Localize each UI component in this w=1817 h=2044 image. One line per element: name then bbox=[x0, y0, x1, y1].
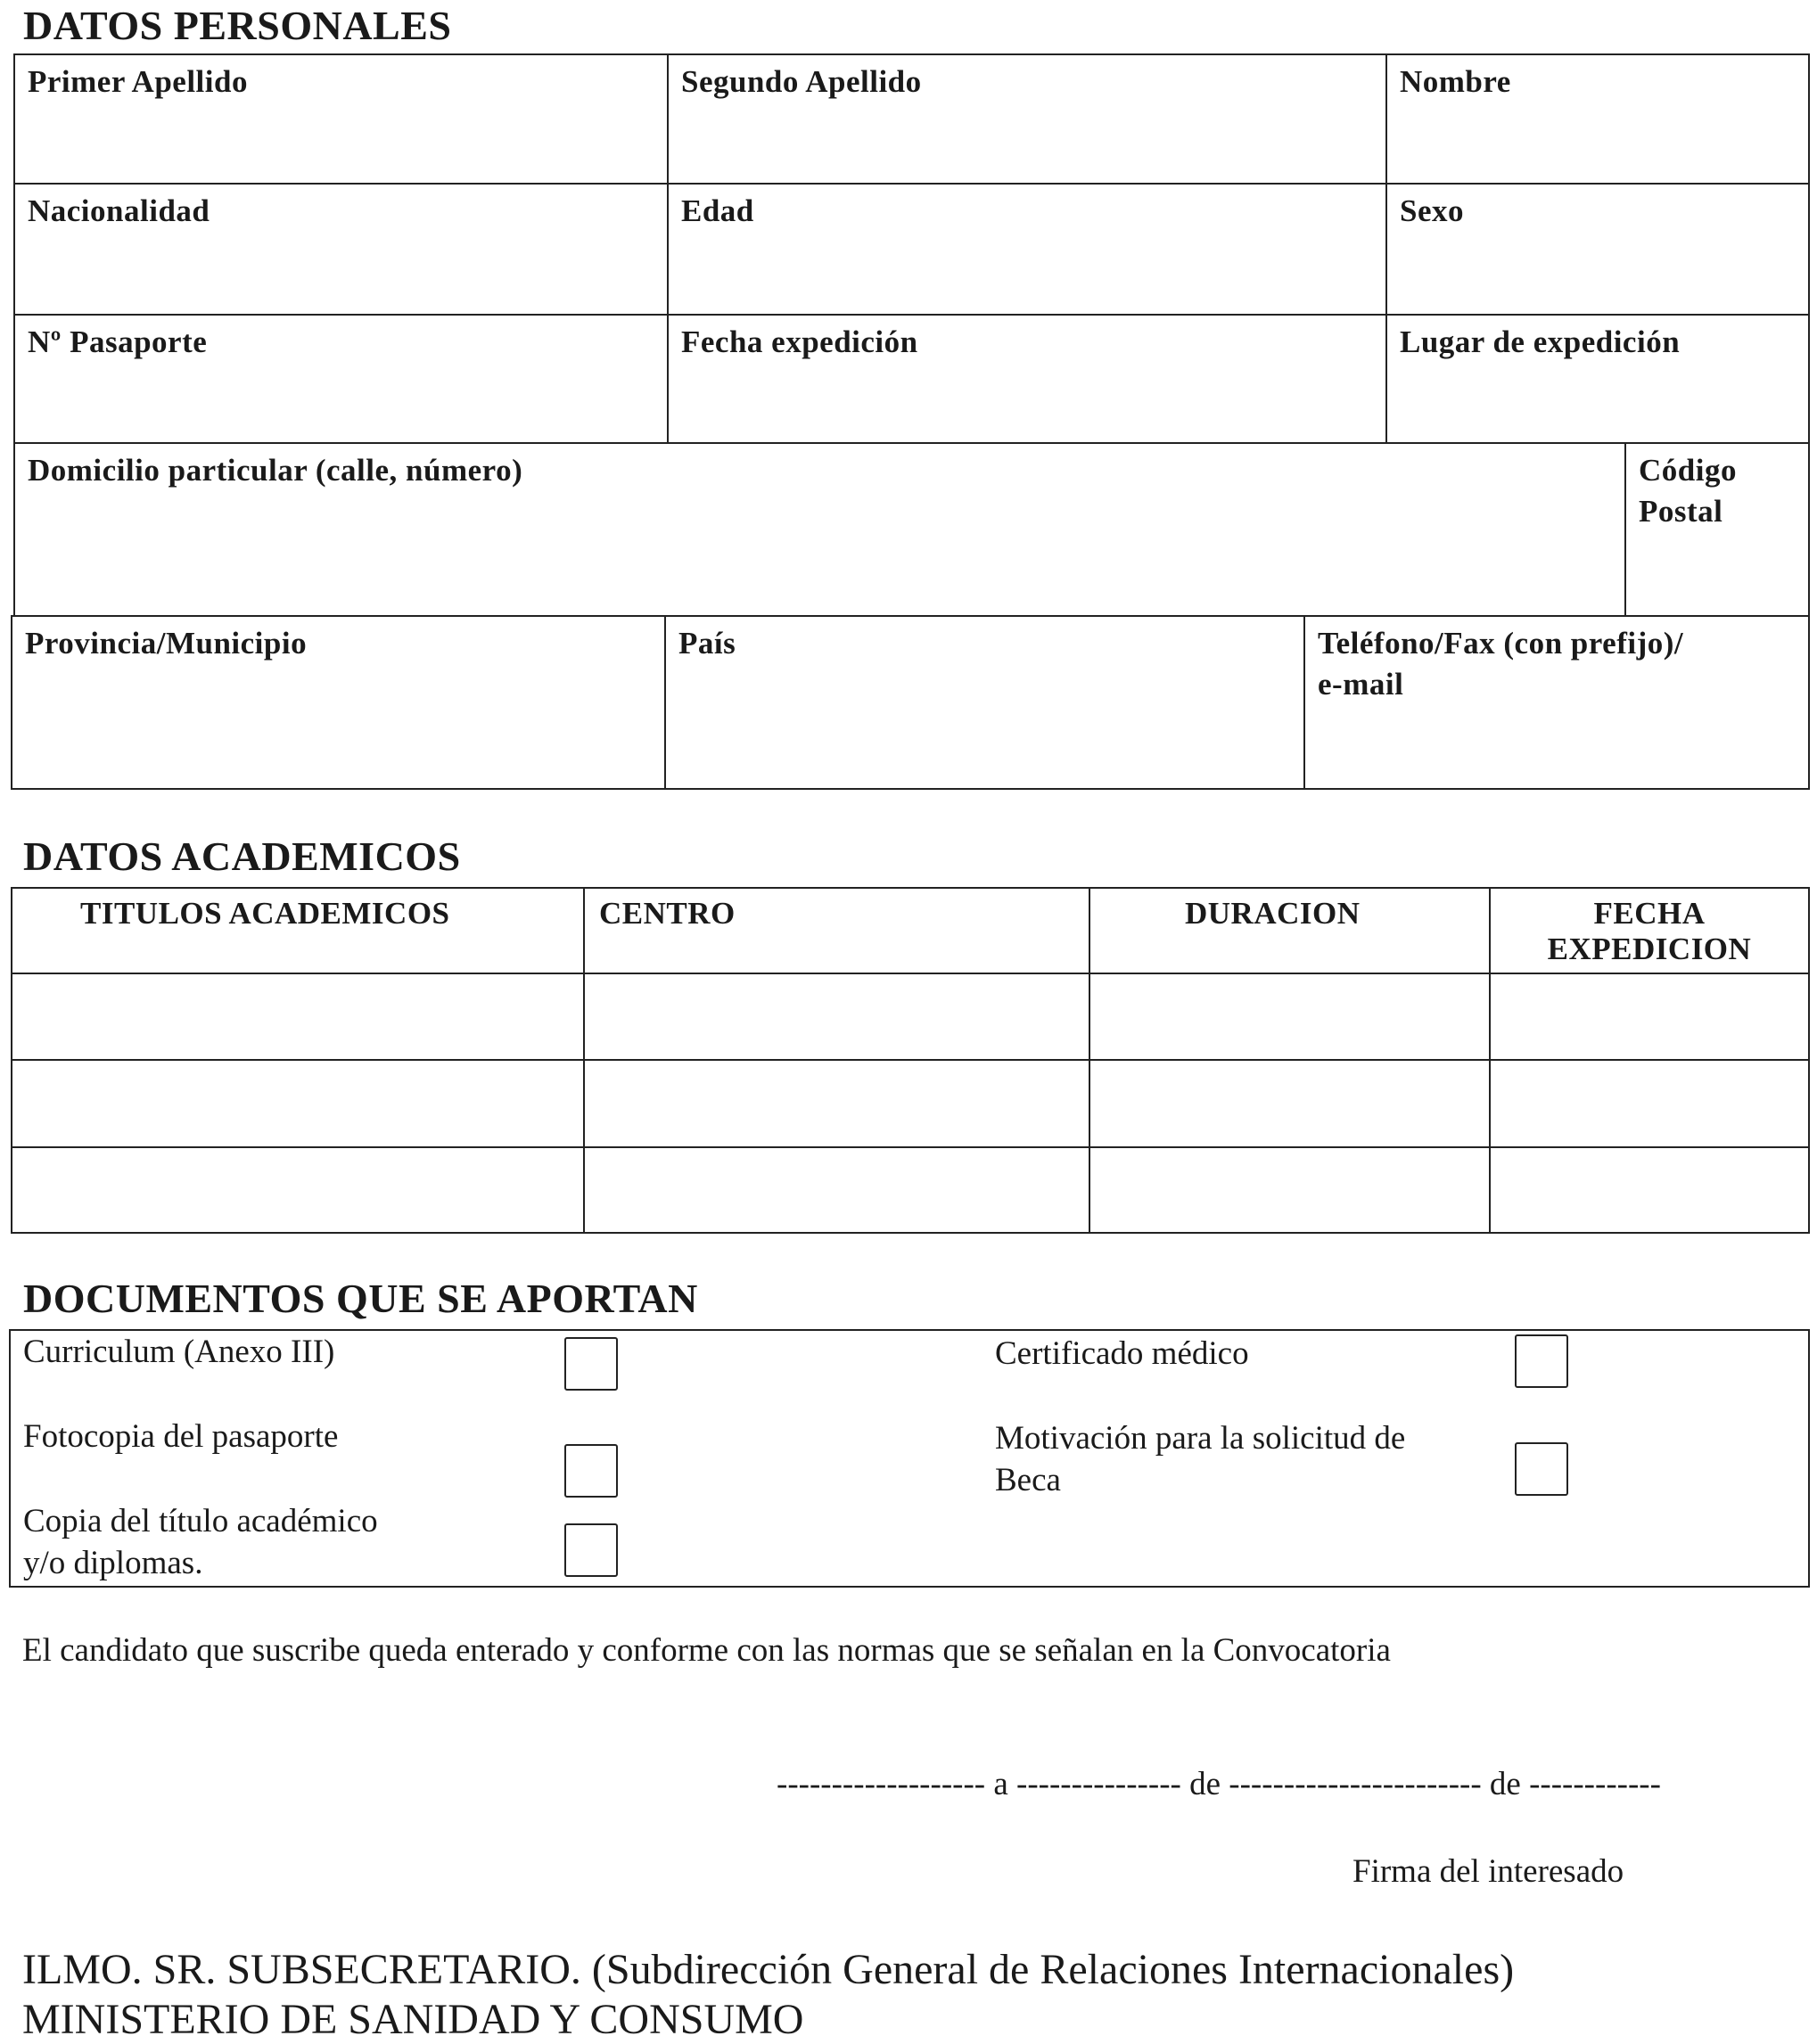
label: Nombre bbox=[1400, 64, 1511, 99]
field-sexo[interactable] bbox=[1385, 183, 1810, 316]
doc-label-curriculum: Curriculum (Anexo III) bbox=[23, 1334, 335, 1370]
header-centro bbox=[583, 887, 1090, 974]
field-fecha-expedicion[interactable] bbox=[667, 314, 1387, 444]
label: Lugar de expedición bbox=[1400, 324, 1681, 359]
field-codigo-postal[interactable] bbox=[1624, 442, 1810, 617]
date-line[interactable]: ------------------- a --------------- de ----------------------- de ------------ bbox=[777, 1766, 1661, 1802]
checkbox-copia-titulo[interactable] bbox=[564, 1523, 618, 1577]
table-cell[interactable] bbox=[1089, 1059, 1491, 1148]
checkbox-certificado-medico[interactable] bbox=[1515, 1334, 1568, 1388]
table-cell[interactable] bbox=[1489, 973, 1810, 1061]
table-cell[interactable] bbox=[1089, 1146, 1491, 1234]
label: Teléfono/Fax (con prefijo)/ bbox=[1318, 626, 1684, 661]
field-telefono[interactable] bbox=[1303, 615, 1810, 790]
doc-label-motivacion-2: Beca bbox=[995, 1462, 1061, 1498]
doc-label-certificado: Certificado médico bbox=[995, 1335, 1249, 1372]
checkbox-fotocopia-pasaporte[interactable] bbox=[564, 1444, 618, 1498]
addressee-line-2: MINISTERIO DE SANIDAD Y CONSUMO bbox=[22, 1996, 804, 2043]
field-primer-apellido[interactable] bbox=[13, 53, 669, 185]
label: Sexo bbox=[1400, 193, 1464, 228]
table-cell[interactable] bbox=[1089, 973, 1491, 1061]
header-label: CENTRO bbox=[599, 896, 736, 931]
label: e-mail bbox=[1318, 667, 1404, 702]
doc-label-fotocopia: Fotocopia del pasaporte bbox=[23, 1418, 339, 1455]
field-segundo-apellido[interactable] bbox=[667, 53, 1387, 185]
table-cell[interactable] bbox=[11, 1059, 585, 1148]
label: Provincia/Municipio bbox=[25, 626, 308, 661]
section-title-documents: DOCUMENTOS QUE SE APORTAN bbox=[23, 1276, 698, 1321]
header-titulos bbox=[11, 887, 585, 974]
table-cell[interactable] bbox=[583, 973, 1090, 1061]
label: País bbox=[678, 626, 736, 661]
field-nombre[interactable] bbox=[1385, 53, 1810, 185]
label: Edad bbox=[681, 193, 754, 228]
table-cell[interactable] bbox=[583, 1059, 1090, 1148]
label: Postal bbox=[1639, 494, 1723, 529]
field-nacionalidad[interactable] bbox=[13, 183, 669, 316]
signature-label: Firma del interesado bbox=[1352, 1853, 1624, 1890]
checkbox-curriculum[interactable] bbox=[564, 1337, 618, 1391]
header-duracion bbox=[1089, 887, 1491, 974]
table-cell[interactable] bbox=[583, 1146, 1090, 1234]
header-label: DURACION bbox=[1185, 896, 1361, 931]
doc-label-copia-2: y/o diplomas. bbox=[23, 1545, 203, 1581]
checkbox-motivacion[interactable] bbox=[1515, 1442, 1568, 1496]
field-pasaporte[interactable] bbox=[13, 314, 669, 444]
doc-label-copia: Copia del título académico bbox=[23, 1503, 378, 1539]
doc-label-motivacion: Motivación para la solicitud de bbox=[995, 1420, 1406, 1457]
label: Nº Pasaporte bbox=[28, 324, 208, 359]
label: Segundo Apellido bbox=[681, 64, 922, 99]
addressee-line-1: ILMO. SR. SUBSECRETARIO. (Subdirección General de Relaciones Internacionales) bbox=[22, 1946, 1515, 1993]
field-lugar-expedicion[interactable] bbox=[1385, 314, 1810, 444]
table-cell[interactable] bbox=[11, 973, 585, 1061]
header-label: FECHA bbox=[1593, 896, 1706, 931]
header-label: EXPEDICION bbox=[1547, 932, 1752, 966]
label: Primer Apellido bbox=[28, 64, 248, 99]
section-title-academic: DATOS ACADEMICOS bbox=[23, 833, 461, 879]
field-domicilio[interactable] bbox=[13, 442, 1626, 617]
field-pais[interactable] bbox=[664, 615, 1305, 790]
table-cell[interactable] bbox=[1489, 1059, 1810, 1148]
label: Fecha expedición bbox=[681, 324, 918, 359]
statement-text: El candidato que suscribe queda enterado y conforme con las normas que se señalan en la Convocatoria bbox=[22, 1632, 1391, 1669]
field-edad[interactable] bbox=[667, 183, 1387, 316]
header-label: TITULOS ACADEMICOS bbox=[80, 896, 450, 931]
header-fecha-expedicion bbox=[1489, 887, 1810, 974]
table-cell[interactable] bbox=[11, 1146, 585, 1234]
field-provincia[interactable] bbox=[11, 615, 666, 790]
section-title-personal: DATOS PERSONALES bbox=[23, 3, 452, 48]
label: Código bbox=[1639, 453, 1737, 488]
label: Nacionalidad bbox=[28, 193, 210, 228]
table-cell[interactable] bbox=[1489, 1146, 1810, 1234]
label: Domicilio particular (calle, número) bbox=[28, 453, 523, 488]
